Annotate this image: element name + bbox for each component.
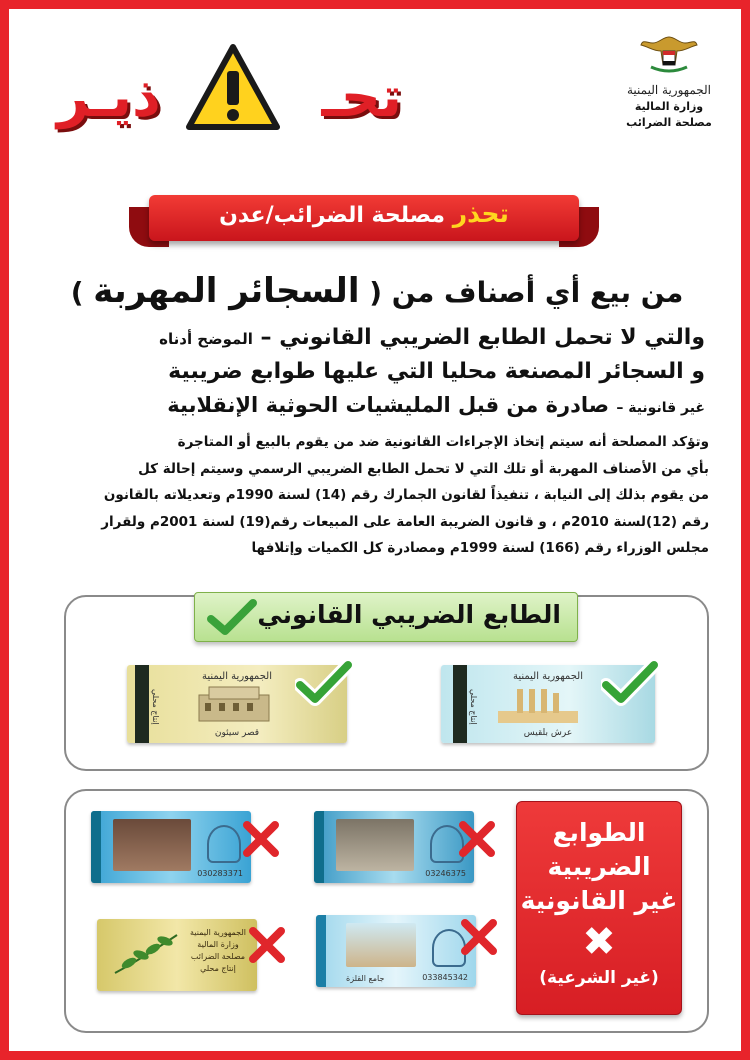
warning-triangle-icon (185, 43, 281, 133)
warning-title (57, 57, 402, 139)
stamp-caption: قصر سيئون (214, 728, 260, 738)
illegal-stamps-panel (516, 801, 682, 1015)
paragraph-line: بأي من الأصناف المهربة أو تلك التي لا تحمل الطابع الضريبي الرسمي وسيتم إحالة كل (138, 460, 709, 477)
headline-line-1 (49, 271, 705, 311)
illegal-stamp (314, 811, 474, 883)
body-line-4 (49, 393, 705, 417)
stamp-number: 033845342 (422, 973, 468, 982)
illegal-panel-note: (غير الشرعية) (539, 968, 659, 988)
stamp-photo (113, 819, 191, 871)
panel-title-line: الضريبية (547, 852, 651, 881)
stamp-number: 030283371 (197, 869, 243, 878)
body-line-2 (49, 325, 705, 350)
headline-suffix: ) (70, 276, 84, 309)
illegal-stamp (97, 919, 257, 991)
cross-icon (241, 819, 281, 859)
stamp-side-label: إنتاج محلي (469, 689, 478, 725)
line4-small: غير قانونية – (616, 400, 705, 416)
stamp-side-label: إنتاج محلي (151, 689, 160, 725)
panel-title-line: الطوابع (552, 818, 646, 847)
warning-title-left: ذيـر (57, 65, 161, 130)
stamp-caption: عرش بلقيس (523, 728, 573, 738)
check-icon (601, 657, 659, 707)
stamp-caption: جامع القلزة (346, 974, 385, 983)
paragraph-line: رقم (12)لسنة 2010م ، و قانون الضريبة العامة على المبيعات رقم(19) لسنة 2001م ولقرار (101, 513, 709, 530)
bilqis-throne-image (493, 687, 583, 727)
banner-text (149, 199, 579, 228)
body-line-3: و السجائر المصنعة محليا التي عليها طوابع ضريبية (168, 359, 705, 384)
stamp-text: الجمهورية اليمنية وزارة المالية مصلحة الضرائب إنتاج محلي (189, 928, 246, 973)
stamp-header: الجمهورية اليمنية (512, 671, 583, 682)
eagle-crest-icon (639, 31, 699, 75)
line2-main: والتي لا تحمل الطابع الضريبي القانوني – (260, 325, 705, 350)
illegal-stamp (91, 811, 251, 883)
banner-authority: مصلحة الضرائب/عدن (219, 203, 446, 228)
banner-highlight: تحذر (452, 199, 509, 228)
leaf-branch-image (111, 929, 181, 979)
headline-smuggled-cigarettes: السجائر المهربة (93, 271, 360, 311)
stamp-photo (336, 819, 414, 871)
line2-small: الموضح أدناه (159, 330, 253, 348)
stamp-bar (314, 811, 324, 883)
paragraph-line: مجلس الوزراء رقم (166) لسنة 1999م ومصادرة كل الكميات وإتلافها (251, 540, 709, 557)
paragraph-line: من يقوم بذلك إلى النيابة ، تنفيذاً لقانون الجمارك رقم (14) لسنة 1990م وتعديلاته بالقانون (103, 487, 709, 504)
check-icon (295, 657, 353, 707)
stamp-seal (207, 825, 241, 863)
illegal-stamp (316, 915, 476, 987)
cross-icon (457, 819, 497, 859)
headline-prefix: من بيع أي أصناف من ( (369, 276, 684, 309)
ministry-name: وزارة المالية (634, 100, 704, 113)
banner-ribbon (129, 189, 599, 251)
palace-image (189, 685, 279, 725)
stamp-photo (346, 923, 416, 967)
paragraph-line: وتؤكد المصلحة أنه سيتم إتخاذ الإجراءات القانونية ضد من يقوم بالبيع أو المتاجرة (177, 434, 709, 450)
government-emblem (619, 31, 719, 141)
check-icon (207, 597, 257, 637)
stamp-number: 03246375 (425, 869, 466, 878)
legal-paragraph (49, 429, 709, 562)
cross-icon (459, 917, 499, 957)
stamp-bar (91, 811, 101, 883)
cross-icon: ✖ (582, 919, 616, 965)
emblem-script: الجمهورية اليمنية (626, 83, 711, 97)
illegal-panel-title (517, 816, 681, 918)
legal-stamps-header (194, 592, 578, 642)
cross-icon (247, 925, 287, 965)
panel-title-line: غير القانونية (520, 886, 678, 915)
authority-name: مصلحة الضرائب (626, 116, 712, 129)
line4-main: صادرة من قبل المليشيات الحوثية الإنقلابية (167, 393, 610, 417)
stamp-header: الجمهورية اليمنية (201, 671, 272, 682)
stamp-bar (316, 915, 326, 987)
warning-title-right: تحـ (321, 65, 402, 130)
legal-stamps-title: الطابع الضريبي القانوني (257, 600, 561, 629)
